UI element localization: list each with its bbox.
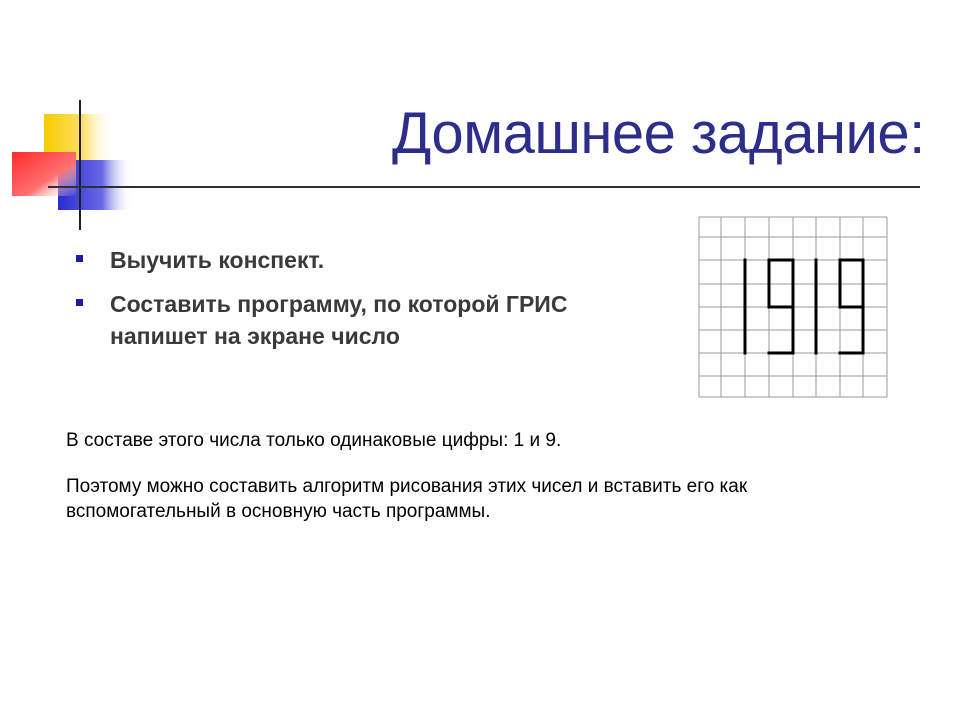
digit-9-stroke — [769, 260, 793, 353]
task-item-text: Составить программу, по которой ГРИС напишет на экране число — [110, 291, 568, 349]
task-item — [70, 244, 630, 276]
task-item — [70, 288, 630, 352]
slide-title: Домашнее задание: — [392, 101, 925, 166]
digit-9-stroke — [840, 260, 863, 353]
grid-number-figure — [698, 216, 888, 398]
task-list — [70, 244, 630, 364]
title-underline — [48, 186, 920, 188]
bullet-square-icon — [76, 255, 83, 262]
task-item-text: Выучить конспект. — [110, 247, 325, 273]
explanation-paragraph-1: В составе этого числа только одинаковые цифры: 1 и 9. — [66, 430, 562, 451]
slide-logo-decoration — [0, 0, 140, 230]
logo-red-square — [12, 152, 76, 196]
bullet-square-icon — [76, 299, 83, 306]
explanation-paragraph-2: Поэтому можно составить алгоритм рисования этих чисел и вставить его как вспомогательный в основную часть программы. — [66, 476, 748, 522]
